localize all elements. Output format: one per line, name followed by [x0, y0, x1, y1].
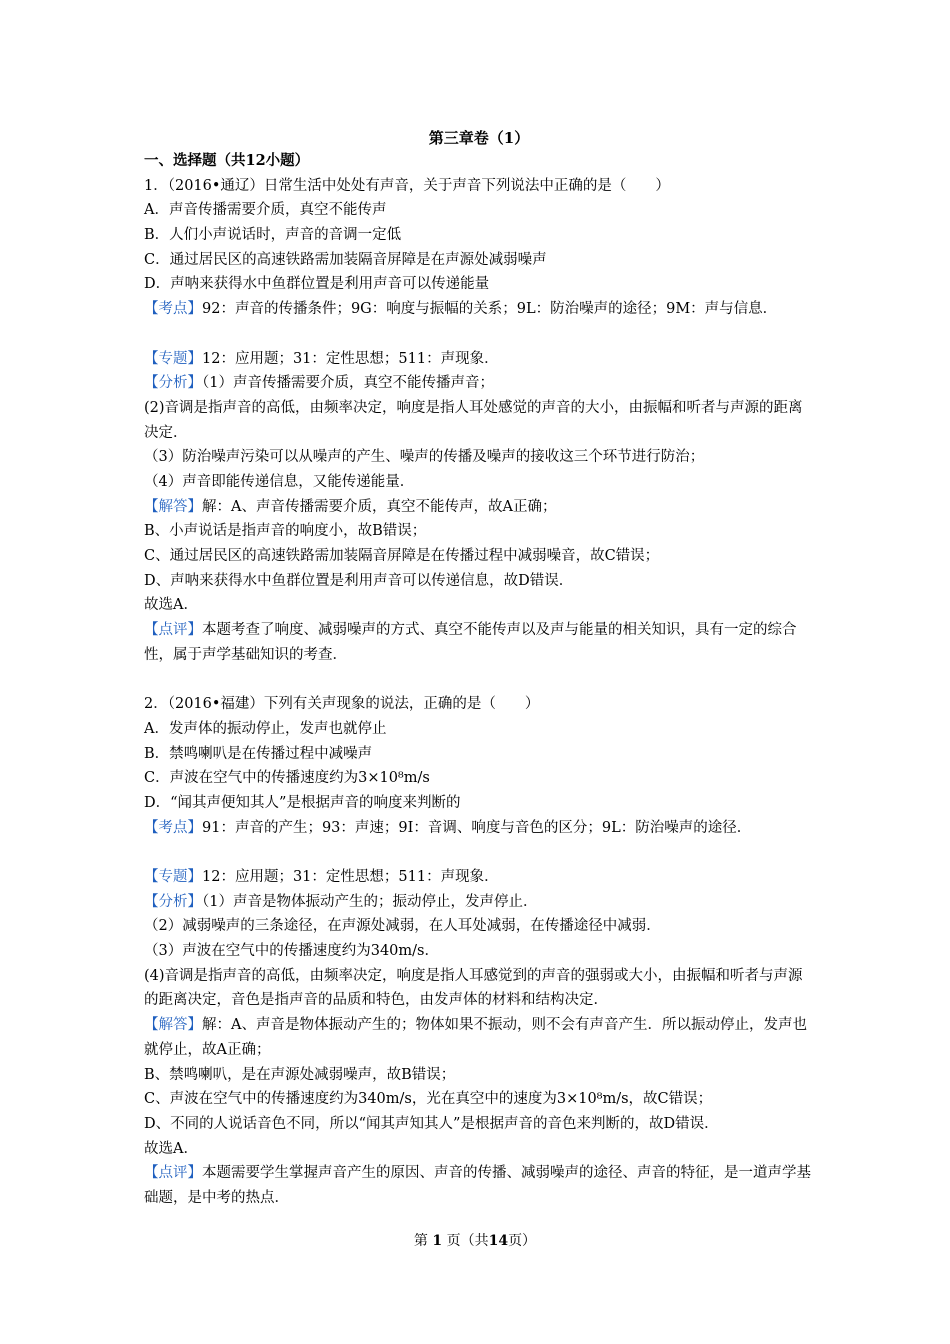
jieda-tag: 【解答】: [144, 498, 202, 515]
q2-kaodian: [144, 816, 814, 841]
q1-jieda: [144, 495, 814, 520]
q2-fenxi-2: （2）减弱噪声的三条途径，在声源处减弱，在人耳处减弱，在传播途径中减弱．: [144, 918, 661, 935]
spacer: [144, 668, 814, 693]
jieda-tag: 【解答】: [144, 1017, 202, 1034]
q2-jieda-3: C、声波在空气中的传播速度约为340m/s，光在真空中的速度为3×10⁸m/s，故C错误；: [144, 1091, 713, 1108]
kaodian-tag: 【考点】: [144, 819, 202, 836]
q1-jieda-3: C、通过居民区的高速铁路需加装隔音屏障是在传播过程中减弱噪音，故C错误；: [144, 548, 660, 565]
spacer: [144, 840, 814, 865]
footer-middle: 页（共: [446, 1233, 489, 1249]
q1-jieda-2: B、小声说话是指声音的响度小，故B错误；: [144, 523, 427, 540]
footer-prefix: 第: [413, 1233, 428, 1249]
q2-option-a: A．发声体的振动停止，发声也就停止: [144, 720, 387, 737]
q2-jieda-2: B、禁鸣喇叭，是在声源处减弱噪声，故B错误；: [144, 1066, 456, 1083]
q2-dianping-text: 本题需要学生掌握声音产生的原因、声音的传播、减弱噪声的途径、声音的特征，是一道声学基础题，是中考的热点．: [144, 1165, 811, 1207]
q2-fenxi-1: （1）声音是物体振动产生的；振动停止，发声停止．: [202, 893, 538, 910]
q1-stem: 1．（2016•通辽）日常生活中处处有声音，关于声音下列说法中正确的是（ ）: [144, 177, 670, 194]
q1-fenxi-3: （3）防治噪声污染可以从噪声的产生、噪声的传播及噪声的接收这三个环节进行防治；: [144, 449, 705, 466]
doc-body: [144, 149, 814, 1211]
dianping-tag: 【点评】: [144, 622, 202, 639]
page-footer: [0, 1230, 950, 1252]
doc-title: 第三章卷（1）: [428, 129, 530, 147]
q1-option-d: D．声呐来获得水中鱼群位置是利用声音可以传递能量: [144, 276, 490, 293]
q2-stem: 2．（2016•福建）下列有关声现象的说法，正确的是（ ）: [144, 696, 540, 713]
q2-fenxi-3: （3）声波在空气中的传播速度约为340m/s．: [144, 943, 439, 960]
q2-option-d: D．“闻其声便知其人”是根据声音的响度来判断的: [144, 794, 461, 811]
footer-total-pages: 14: [488, 1233, 509, 1249]
q1-option-c: C．通过居民区的高速铁路需加装隔音屏障是在声源处减弱噪声: [144, 251, 547, 268]
q2-kaodian-text: 91：声音的产生；93：声速；9I：音调、响度与音色的区分；9L：防治噪声的途径．: [202, 819, 752, 836]
spacer: [144, 322, 814, 347]
q1-option-a: A．声音传播需要介质，真空不能传声: [144, 202, 387, 219]
q2-jieda-1: 解：A、声音是物体振动产生的；物体如果不振动，则不会有声音产生．所以振动停止，发声也就停止，故A正确；: [144, 1017, 807, 1058]
q1-dianping: [144, 618, 814, 667]
dianping-tag: 【点评】: [144, 1165, 202, 1182]
q1-zhuanti: [144, 347, 814, 372]
zhuanti-tag: 【专题】: [144, 869, 202, 885]
q2-jieda-4: D、不同的人说话音色不同，所以“闻其声知其人”是根据声音的音色来判断的，故D错误．: [144, 1115, 719, 1132]
q2-dianping: [144, 1161, 814, 1210]
q2-fenxi: [144, 890, 814, 915]
q1-zhuanti-text: 12：应用题；31：定性思想；511：声现象．: [202, 350, 499, 367]
q1-kaodian: [144, 297, 814, 322]
q1-jieda-5: 故选A．: [144, 597, 198, 614]
kaodian-tag: 【考点】: [144, 301, 202, 318]
q1-option-b: B．人们小声说话时，声音的音调一定低: [144, 227, 402, 244]
fenxi-tag: 【分析】: [144, 375, 202, 392]
q2-zhuanti-text: 12：应用题；31：定性思想；511：声现象．: [202, 869, 499, 885]
q1-fenxi-2: (2)音调是指声音的高低，由频率决定，响度是指人耳处感觉的声音的大小，由振幅和听者与声源的距离决定．: [144, 399, 803, 441]
q2-fenxi-4: (4)音调是指声音的高低，由频率决定，响度是指人耳感觉到的声音的强弱或大小，由振幅和听者与声源的距离决定，音色是指声音的品质和特色，由发声体的材料和结构决定．: [144, 967, 803, 1009]
q1-jieda-1: 解：A、声音传播需要介质，真空不能传声，故A正确；: [202, 498, 557, 515]
q1-jieda-4: D、声呐来获得水中鱼群位置是利用声音可以传递信息，故D错误．: [144, 572, 574, 589]
q2-jieda-5: 故选A．: [144, 1140, 198, 1157]
footer-page-number: 1: [432, 1233, 443, 1249]
zhuanti-tag: 【专题】: [144, 350, 202, 367]
q1-kaodian-text: 92：声音的传播条件；9G：响度与振幅的关系；9L：防治噪声的途径；9M：声与信息．: [202, 301, 778, 318]
q1-fenxi-4: （4）声音即能传递信息，又能传递能量．: [144, 473, 415, 490]
q1-fenxi: [144, 371, 814, 396]
footer-suffix: 页）: [508, 1233, 537, 1249]
fenxi-tag: 【分析】: [144, 893, 202, 910]
q2-jieda: [144, 1013, 814, 1062]
q2-option-b: B．禁鸣喇叭是在传播过程中减噪声: [144, 745, 373, 762]
q2-zhuanti: [144, 865, 814, 890]
section-heading: 一、选择题（共12小题）: [144, 152, 310, 169]
q1-fenxi-1: （1）声音传播需要介质，真空不能传播声音；: [202, 375, 494, 392]
q1-dianping-text: 本题考查了响度、减弱噪声的方式、真空不能传声以及声与能量的相关知识，具有一定的综合性，属于声学基础知识的考查．: [144, 622, 797, 663]
q2-option-c: C．声波在空气中的传播速度约为3×10⁸m/s: [144, 770, 430, 787]
